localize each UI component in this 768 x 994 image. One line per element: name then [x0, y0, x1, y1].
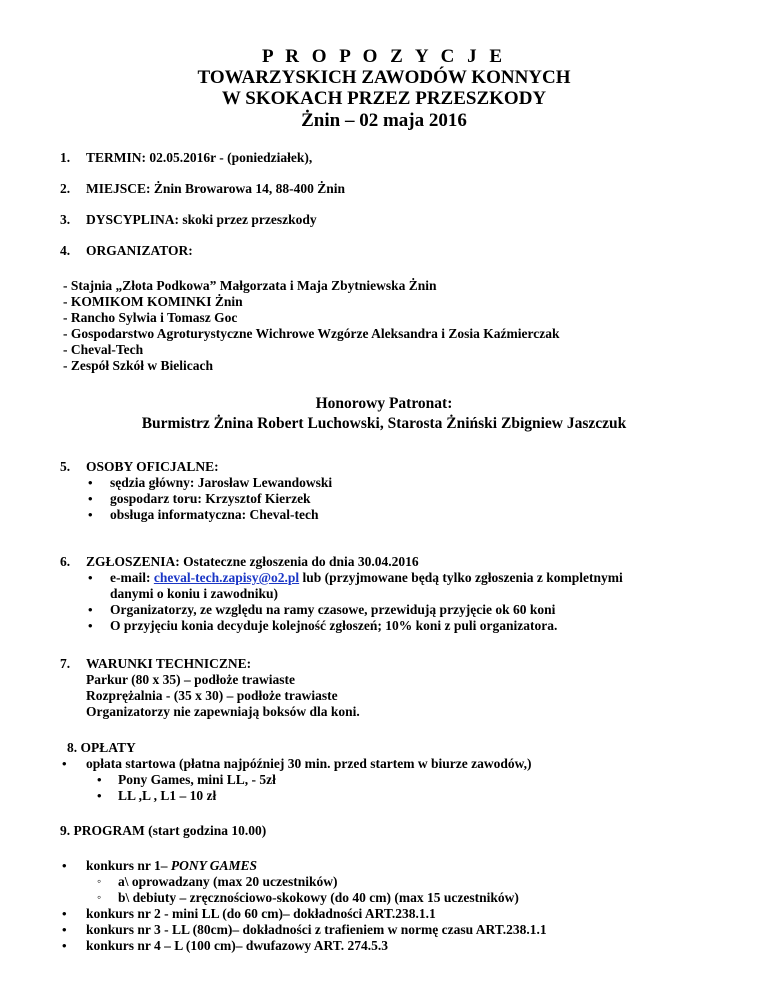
bullet-icon: • — [88, 618, 93, 633]
competition-1-sub: b\ debiuty – zręcznościowo-skokowy (do 40 cm) (max 15 uczestników) — [118, 890, 519, 905]
bullet-icon: • — [62, 906, 67, 921]
patronat-names: Burmistrz Żnina Robert Luchowski, Starosta Żniński Zbigniew Jaszczuk — [141, 415, 627, 432]
section-text: MIEJSCE: Żnin Browarowa 14, 88-400 Żnin — [86, 181, 346, 196]
registration-item: O przyjęciu konia decyduje kolejność zgłoszeń; 10% koni z puli organizatora. — [110, 618, 558, 633]
section-1-termin — [60, 150, 312, 166]
section-number: 2. — [60, 181, 71, 196]
registration-item: Organizatorzy, ze względu na ramy czasowe, przewidują przyjęcie ok 60 koni — [110, 602, 556, 617]
bullet-icon: • — [62, 858, 67, 873]
organizer-item: - Rancho Sylwia i Tomasz Goc — [63, 310, 238, 325]
email-continuation: danymi o koniu i zawodniku) — [110, 586, 279, 601]
section-number: 3. — [60, 212, 71, 227]
bullet-icon: • — [88, 570, 93, 585]
circle-bullet-icon: ◦ — [97, 874, 102, 888]
section-number: 1. — [60, 150, 71, 165]
section-9-program: 9. PROGRAM (start godzina 10.00) — [60, 823, 267, 838]
bullet-icon: • — [88, 602, 93, 617]
organizer-item: - Cheval-Tech — [63, 342, 144, 357]
bullet-icon: • — [97, 788, 102, 803]
bullet-icon: • — [62, 938, 67, 953]
competition-3: konkurs nr 3 - LL (80cm)– dokładności z trafieniem w normę czasu ART.238.1.1 — [86, 922, 547, 937]
official-item: obsługa informatyczna: Cheval-tech — [110, 507, 319, 522]
section-2-miejsce — [60, 181, 345, 197]
official-item: sędzia główny: Jarosław Lewandowski — [110, 475, 333, 490]
section-number: 5. — [60, 459, 71, 474]
bullet-icon: • — [97, 772, 102, 787]
section-5-osoby — [60, 459, 219, 475]
competition-1-prefix: konkurs nr 1– — [86, 858, 171, 873]
bullet-icon: • — [88, 475, 93, 490]
competition-4: konkurs nr 4 – L (100 cm)– dwufazowy ART. 274.5.3 — [86, 938, 389, 953]
email-item — [110, 570, 623, 586]
fee-item: opłata startowa (płatna najpóźniej 30 min. przed startem w biurze zawodów,) — [86, 756, 532, 771]
section-number: 4. — [60, 243, 71, 258]
circle-bullet-icon: ◦ — [97, 890, 102, 904]
competition-1 — [86, 858, 257, 874]
technical-item: Organizatorzy nie zapewniają boksów dla koni. — [86, 704, 360, 719]
section-4-organizator — [60, 243, 193, 259]
doc-title-line3: W SKOKACH PRZEZ PRZESZKODY — [221, 88, 547, 109]
section-6-zgloszenia — [60, 554, 419, 570]
competition-1-name: PONY GAMES — [170, 858, 258, 873]
technical-item: Rozprężalnia - (35 x 30) – podłoże trawiaste — [86, 688, 338, 703]
bullet-icon: • — [62, 922, 67, 937]
section-text: TERMIN: 02.05.2016r - (poniedziałek), — [86, 150, 313, 165]
organizer-item: - Zespół Szkół w Bielicach — [63, 358, 214, 373]
email-prefix: e-mail: — [110, 570, 154, 585]
organizer-item: - Stajnia „Złota Podkowa” Małgorzata i Maja Zbytniewska Żnin — [63, 278, 437, 293]
section-number: 6. — [60, 554, 71, 569]
section-7-warunki — [60, 656, 251, 672]
organizer-item: - KOMIKOM KOMINKI Żnin — [63, 294, 243, 309]
fee-sub-item: Pony Games, mini LL, - 5zł — [118, 772, 276, 787]
organizer-item: - Gospodarstwo Agroturystyczne Wichrowe Wzgórze Aleksandra i Zosia Kaźmierczak — [63, 326, 560, 341]
doc-title-line2: TOWARZYSKICH ZAWODÓW KONNYCH — [197, 67, 571, 88]
doc-title-date: Żnin – 02 maja 2016 — [301, 110, 467, 131]
fee-sub-item: LL ,L , L1 – 10 zł — [118, 788, 217, 803]
section-text: ZGŁOSZENIA: Ostateczne zgłoszenia do dnia 30.04.2016 — [86, 554, 419, 569]
bullet-icon: • — [62, 756, 67, 771]
email-link[interactable]: cheval-tech.zapisy@o2.pl — [153, 570, 300, 585]
section-text: WARUNKI TECHNICZNE: — [86, 656, 252, 671]
section-number: 7. — [60, 656, 71, 671]
competition-2: konkurs nr 2 - mini LL (do 60 cm)– dokładności ART.238.1.1 — [86, 906, 436, 921]
section-text: DYSCYPLINA: skoki przez przeszkody — [86, 212, 317, 227]
technical-item: Parkur (80 x 35) – podłoże trawiaste — [86, 672, 295, 687]
bullet-icon: • — [88, 491, 93, 506]
section-text: ORGANIZATOR: — [86, 243, 193, 258]
doc-title-propozycje: P R O P O Z Y C J E — [261, 46, 507, 67]
official-item: gospodarz toru: Krzysztof Kierzek — [110, 491, 311, 506]
section-3-dyscyplina — [60, 212, 317, 228]
section-8-oplaty: 8. OPŁATY — [67, 740, 136, 755]
patronat-heading: Honorowy Patronat: — [315, 395, 453, 412]
competition-1-sub: a\ oprowadzany (max 20 uczestników) — [118, 874, 338, 889]
bullet-icon: • — [88, 507, 93, 522]
section-text: OSOBY OFICJALNE: — [86, 459, 219, 474]
email-suffix: lub (przyjmowane będą tylko zgłoszenia z kompletnymi — [299, 570, 623, 585]
